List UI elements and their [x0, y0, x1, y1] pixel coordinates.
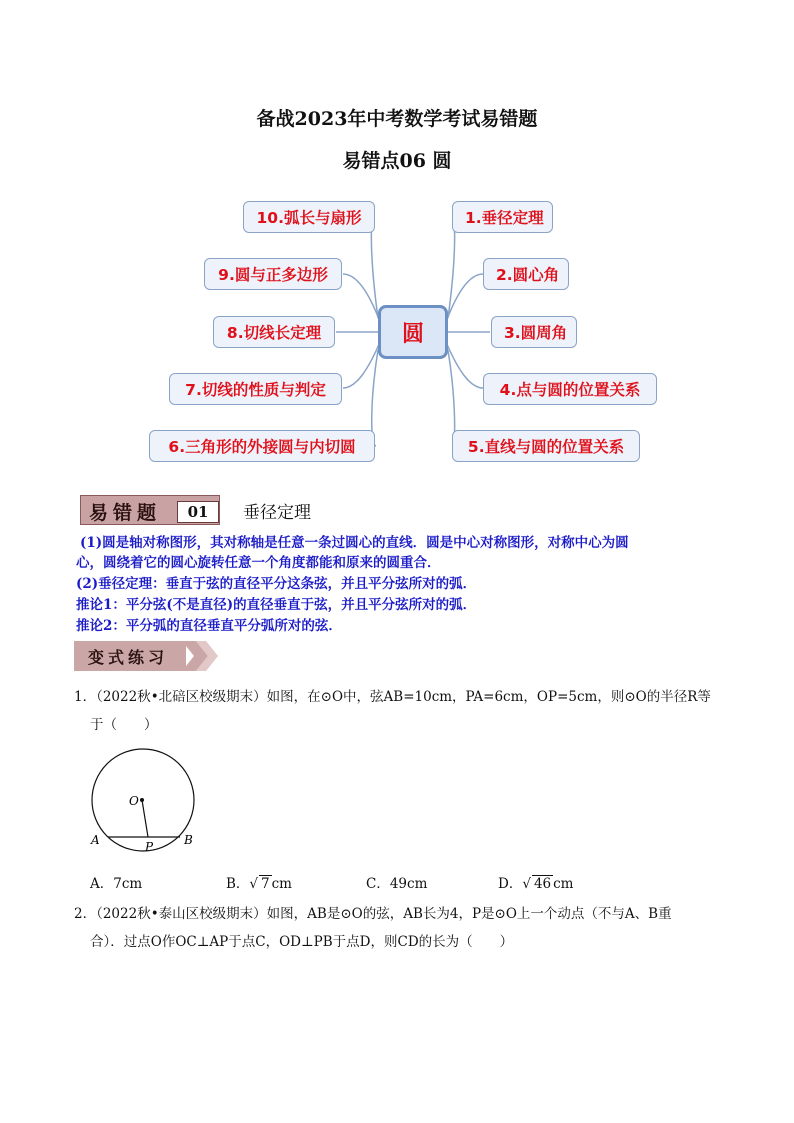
mindmap-center-node: 圆 — [378, 305, 448, 359]
page-title: 备战2023年中考数学考试易错题 — [256, 108, 538, 130]
mindmap-node-line-circle-position: 5.直线与圆的位置关系 — [452, 430, 640, 462]
question-2-text-cont: 合）．过点O作OC⊥AP于点C，OD⊥PB于点D，则CD的长为（ ） — [90, 934, 514, 950]
section-number: 01 — [177, 501, 219, 523]
practice-chevron-icon — [182, 640, 222, 672]
question-1-text: 1．（2022秋•北碚区校级期末）如图，在⊙O中，弦AB=10cm，PA=6cm，OP=5cm，则⊙O的半径R等 — [74, 689, 711, 705]
point-line-4: 推论1：平分弦(不是直径)的直径垂直于弦，并且平分弦所对的弧． — [76, 597, 477, 613]
practice-banner — [74, 641, 186, 671]
option-b: B．√ 7 cm — [226, 876, 292, 892]
mindmap-node-perpendicular-diameter: 1.垂径定理 — [452, 201, 553, 233]
mindmap-node-point-circle-position: 4.点与圆的位置关系 — [483, 373, 657, 405]
point-line-1: (1)圆是轴对称图形，其对称轴是任意一条过圆心的直线．圆是中心对称图形，对称中心为圆 — [80, 535, 629, 551]
point-line-2: 心，圆绕着它的圆心旋转任意一个角度都能和原来的圆重合． — [76, 555, 441, 571]
point-line-5: 推论2：平分弧的直径垂直平分弧所对的弦． — [76, 618, 342, 634]
circle-figure — [82, 748, 212, 868]
mindmap-node-regular-polygon: 9.圆与正多边形 — [204, 258, 342, 290]
mindmap-node-arc-sector: 10.弧长与扇形 — [243, 201, 375, 233]
label-a: A — [91, 833, 100, 847]
option-d: D．√ 46 cm — [498, 876, 574, 892]
option-c: C．49cm — [366, 876, 428, 892]
mindmap-node-tangent-length: 8.切线长定理 — [213, 316, 335, 348]
question-2-text: 2．（2022秋•泰山区校级期末）如图，AB是⊙O的弦，AB长为4，P是⊙O上一个动点（不与A、B重 — [74, 906, 672, 922]
segment-op — [142, 800, 148, 837]
label-p: P — [145, 840, 154, 854]
mindmap-node-tangent-property: 7.切线的性质与判定 — [169, 373, 342, 405]
label-b: B — [184, 833, 193, 847]
section-title: 垂径定理 — [243, 503, 311, 523]
section-banner — [80, 495, 220, 525]
mindmap-node-central-angle: 2.圆心角 — [483, 258, 569, 290]
page-subtitle: 易错点06 圆 — [342, 150, 452, 172]
question-1-text-cont: 于（ ） — [90, 717, 158, 733]
label-o: O — [129, 794, 139, 808]
section-banner-label: 易错题 — [89, 502, 162, 524]
mindmap-node-circumcircle-incircle: 6.三角形的外接圆与内切圆 — [149, 430, 375, 462]
mindmap-node-inscribed-angle: 3.圆周角 — [491, 316, 577, 348]
mindmap-connectors — [0, 0, 794, 480]
point-line-3: (2)垂径定理：垂直于弦的直径平分这条弦，并且平分弦所对的弧． — [76, 576, 477, 592]
center-point — [140, 798, 144, 802]
practice-label: 变式练习 — [88, 648, 169, 667]
option-a: A．7cm — [90, 876, 143, 892]
